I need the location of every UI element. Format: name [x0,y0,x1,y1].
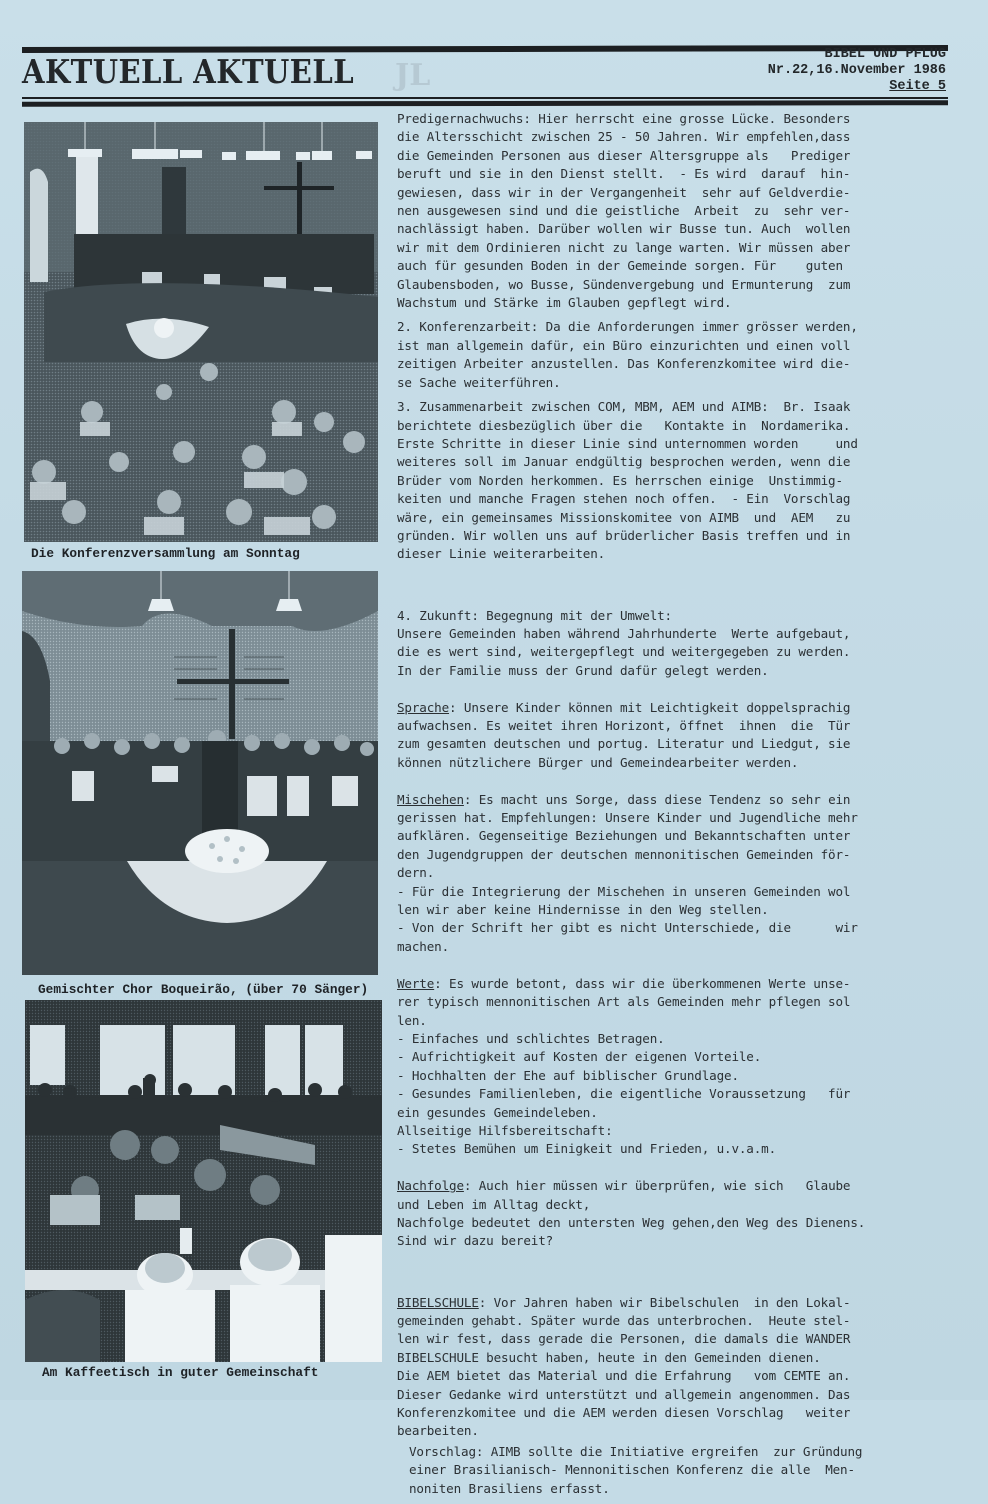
text-line: Nachfolge bedeutet den untersten Weg gehen,den Weg des Dienens. [397,1214,866,1230]
text-line: zum gesamten deutschen und portug. Literatur und Liedgut, sie [397,736,851,752]
text-line: weiteres soll im Januar endgültig besprochen werden, wenn die [397,454,851,470]
text-line: Glaubensboden, wo Busse, Sündenvergebung und Ermunterung zum [397,276,851,292]
text-line: Allseitige Hilfsbereitschaft: [397,1122,613,1138]
paragraph-bibelschule [397,1294,957,1441]
paragraph-predigernachwuchs [397,110,957,312]
text-line: - Gesundes Familienleben, die eigentliche Voraussetzung für [397,1086,851,1102]
text-line: ist man allgemein dafür, ein Büro einzurichten und einen voll [397,337,851,353]
text-line: einer Brasilianisch- Mennonitischen Konferenz die alle Men- [409,1462,855,1478]
assembly-photo-caption: Die Konferenzversammlung am Sonntag [31,546,300,561]
article-body [397,110,957,1504]
text-line: rer typisch mennonitischen Art als Gemeinden mehr pflegen sol [397,994,851,1010]
text-line: Wachstum und Stärke im Glauben gepflegt wird. [397,295,732,311]
text-line: machen. [397,938,450,954]
text-line: : Es macht uns Sorge, dass diese Tendenz so sehr ein [463,791,851,807]
text-line: : Auch hier müssen wir überprüfen, wie sich Glaube [463,1178,851,1194]
text-line: ein gesundes Gemeindeleben. [397,1104,598,1120]
text-line: auch für gesunden Boden in der Gemeinde sorgen. Für guten [397,258,843,274]
publication-info [768,47,946,95]
text-line: gerissen hat. Empfehlungen: Unsere Kinder und Jugendliche mehr [397,810,858,826]
text-line: In der Familie muss der Grund dafür gelegt werden. [397,662,769,678]
header-rule-thin [22,97,948,99]
text-line: die Gemeinden Personen aus dieser Altersgruppe als Prediger [397,147,851,163]
paragraph-vorschlag [397,1443,957,1498]
text-line: die Altersschicht zwischen 25 - 50 Jahren. Wir empfehlen,dass [397,129,851,145]
page-number: Seite 5 [889,79,946,94]
coffee-photo-caption: Am Kaffeetisch in guter Gemeinschaft [42,1365,319,1380]
text-line: die es wert sind, weitergepflegt und weitergegeben zu werden. [397,644,851,660]
text-line: dern. [397,865,435,881]
text-line: Unsere Gemeinden haben während Jahrhunderte Werte aufgebaut, [397,625,851,641]
heading-mischehen: Mischehen [397,791,464,807]
text-line: Dieser Gedanke wird unterstützt und allgemein angenommen. Das [397,1386,851,1402]
text-line: aufwachsen. Es weitet ihren Horizont, öffnet ihnen die Tür [397,718,851,733]
text-line: 4. Zukunft: Begegnung mit der Umwelt: [397,607,672,623]
text-line: Brüder vom Norden herkommen. Es herrschen einige Unstimmig- [397,472,843,488]
heading-sprache: Sprache [397,699,450,715]
choir-photo [22,571,378,975]
paragraph-zukunft [397,570,957,1288]
choir-photo-caption: Gemischter Chor Boqueirão, (über 70 Sänger) [38,982,369,997]
text-line: gemeinden gehabt. Später wurde das unterbrochen. Heute stel- [397,1313,851,1328]
text-line: - Für die Integrierung der Mischehen in unseren Gemeinden wol [397,883,851,899]
text-line: gründen. Wir wollen uns auf brüderlicher Basis treffen und in [397,527,851,543]
text-line: - Hochhalten der Ehe auf biblischer Grundlage. [397,1067,739,1083]
text-line: len wir fest, dass gerade die Personen, die damals die WANDER [397,1331,851,1347]
masthead-title: AKTUELL AKTUELL [22,52,355,91]
text-line: den Jugendgruppen der deutschen mennonitischen Gemeinden för- [397,846,851,862]
text-line: gewiesen, dass wir in der Vergangenheit sehr auf Geldverdie- [397,184,851,200]
text-line: und Leben im Alltag deckt, [397,1196,591,1212]
text-line: - Aufrichtigkeit auf Kosten der eigenen Vorteile. [397,1049,762,1065]
text-line: zeitigen Arbeiter anzustellen. Das Konferenzkomitee wird die- [397,356,851,372]
text-line: len. [397,1012,427,1028]
text-line: nen ausgewesen sind und die geistliche Arbeit zu sehr ver- [397,203,851,219]
text-line: Predigernachwuchs: Hier herrscht eine grosse Lücke. Besonders [397,111,851,126]
paragraph-konferenzarbeit [397,318,957,392]
text-line: aufklären. Gegenseitige Beziehungen und Bekanntschaften unter [397,828,851,844]
text-line: - Stetes Bemühen um Einigkeit und Frieden, u.v.a.m. [397,1141,777,1157]
text-line: beruft und sie in den Dienst stellt. - Es wird darauf hin- [397,166,851,182]
text-line: berichtete diesbezüglich über die Kontakte in Nordamerika. [397,417,851,433]
text-line: Erste Schritte in dieser Linie sind unternommen worden und [397,435,858,451]
text-line: - Von der Schrift her gibt es nicht Unterschiede, die wir [397,920,858,936]
header-rule-thick [22,100,948,107]
text-line: bearbeiten. [397,1423,479,1439]
text-line: : Vor Jahren haben wir Bibelschulen in den Lokal- [478,1294,851,1310]
text-line: wir mit dem Ordinieren nicht zu lange warten. Wir müssen aber [397,239,851,255]
text-line: BIBELSCHULE besucht haben, heute in den Gemeinden dienen. [397,1349,821,1365]
church-assembly-photo [24,122,378,542]
text-line: können nützlichere Bürger und Gemeindearbeiter werden. [397,754,799,770]
text-line: Vorschlag: AIMB sollte die Initiative ergreifen zur Gründung [409,1443,863,1459]
heading-nachfolge: Nachfolge [397,1178,464,1194]
text-line: dieser Linie weiterarbeiten. [397,546,606,562]
text-line: Konferenzkomitee und die AEM werden diesen Vorschlag weiter [397,1405,851,1421]
text-line: len wir aber keine Hindernisse in den Weg stellen. [397,902,769,918]
masthead-bleed-through: JL [395,58,431,93]
text-line: noniten Brasiliens erfasst. [409,1480,610,1496]
heading-werte: Werte [397,975,435,991]
heading-bibelschule: BIBELSCHULE [397,1294,479,1310]
issue-date: Nr.22,16.November 1986 [767,63,946,78]
text-line: nachlässigt haben. Darüber wollen wir Busse tun. Auch wollen [397,221,851,237]
text-line: se Sache weiterführen. [397,374,561,390]
text-line: Die AEM bietet das Material und die Erfahrung vom CEMTE an. [397,1368,851,1384]
text-line: Sind wir dazu bereit? [397,1233,554,1249]
coffee-table-photo [25,1000,382,1362]
text-line: 3. Zusammenarbeit zwischen COM, MBM, AEM und AIMB: Br. Isaak [397,399,851,415]
text-line: keiten und manche Fragen stehen noch offen. - Ein Vorschlag [397,491,851,507]
text-line: wäre, ein gemeinsames Missionskomitee von AIMB und AEM zu [397,509,851,525]
text-line: 2. Konferenzarbeit: Da die Anforderungen immer grösser werden, [397,319,858,335]
publication-name: BIBEL UND PFLUG [824,47,946,62]
text-line: : Unsere Kinder können mit Leichtigkeit doppelsprachig [449,699,851,715]
text-line: : Es wurde betont, dass wir die überkommenen Werte unse- [434,975,851,991]
text-line: - Einfaches und schlichtes Betragen. [397,1030,665,1046]
paragraph-zusammenarbeit [397,398,957,564]
